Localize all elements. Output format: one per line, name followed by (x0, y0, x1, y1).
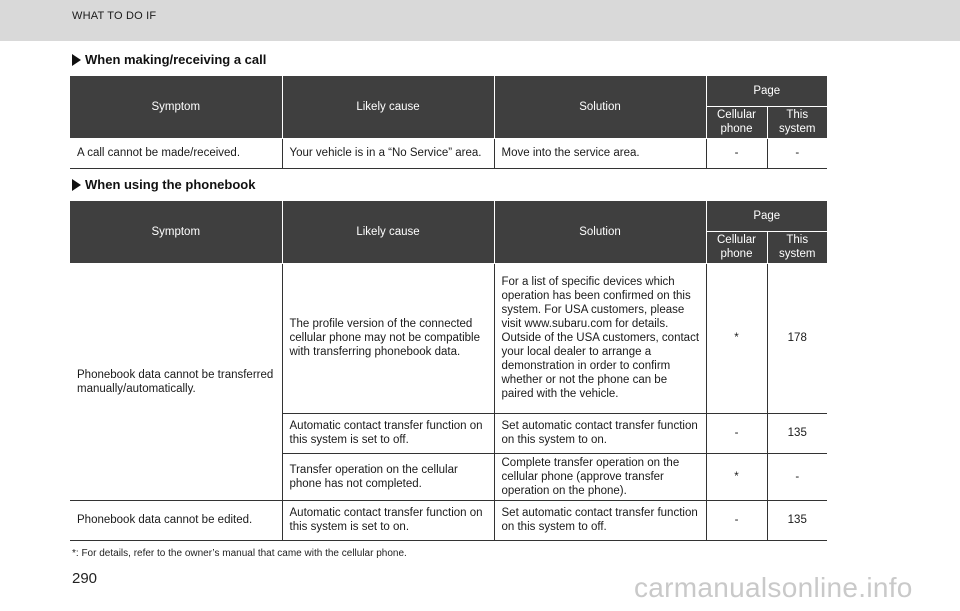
table-row (70, 500, 827, 540)
solution-cell: Set automatic contact transfer function on this system to on. (494, 413, 706, 453)
cause-cell: Automatic contact transfer function on this system is set to off. (282, 413, 494, 453)
cause-cell: The profile version of the connected cellular phone may not be compatible with transferring phonebook data. (282, 263, 494, 413)
watermark: carmanualsonline.info (634, 572, 913, 603)
col-header-page: Page (706, 76, 827, 106)
col-header-solution: Solution (494, 201, 706, 263)
triangle-bullet-icon (72, 54, 81, 66)
symptom-cell: A call cannot be made/received. (70, 138, 282, 168)
phonebook-troubleshooting-table (70, 201, 827, 541)
solution-cell: Complete transfer operation on the cellular phone (approve transfer operation on the phone). (494, 453, 706, 500)
col-header-this-system: This system (767, 231, 827, 263)
system-page-cell: 178 (767, 263, 827, 413)
cellular-page-cell: - (706, 500, 767, 540)
system-page-cell: 135 (767, 413, 827, 453)
col-header-solution: Solution (494, 76, 706, 138)
col-header-symptom: Symptom (70, 76, 282, 138)
system-page-cell: - (767, 453, 827, 500)
cause-cell: Automatic contact transfer function on this system is set to on. (282, 500, 494, 540)
call-troubleshooting-table (70, 76, 827, 169)
cellular-page-cell: - (706, 413, 767, 453)
table-row (70, 138, 827, 168)
col-header-cellular-phone: Cellular phone (706, 231, 767, 263)
section-heading-call-text: When making/receiving a call (85, 52, 267, 67)
section-heading-call (72, 52, 266, 67)
footnote: *: For details, refer to the owner’s manual that came with the cellular phone. (72, 548, 407, 559)
system-page-cell: - (767, 138, 827, 168)
solution-cell: Move into the service area. (494, 138, 706, 168)
col-header-symptom: Symptom (70, 201, 282, 263)
cellular-page-cell: - (706, 138, 767, 168)
cause-cell: Your vehicle is in a “No Service” area. (282, 138, 494, 168)
page-number: 290 (72, 570, 98, 587)
solution-cell: For a list of specific devices which operation has been confirmed on this system. For USA customers, please visit www.subaru.com for details. Outside of the USA customers, contact your local dealer to arrange a demonstration in order to confirm whether or not the phone can be paired with the vehicle. (494, 263, 706, 413)
col-header-this-system: This system (767, 106, 827, 138)
col-header-page: Page (706, 201, 827, 231)
cellular-page-cell: * (706, 263, 767, 413)
col-header-likely-cause: Likely cause (282, 76, 494, 138)
cellular-page-cell: * (706, 453, 767, 500)
table-row (70, 263, 827, 413)
section-heading-phonebook (72, 177, 255, 192)
symptom-cell: Phonebook data cannot be edited. (70, 500, 282, 540)
section-heading-phonebook-text: When using the phonebook (85, 177, 256, 192)
col-header-cellular-phone: Cellular phone (706, 106, 767, 138)
solution-cell: Set automatic contact transfer function on this system to off. (494, 500, 706, 540)
cause-cell: Transfer operation on the cellular phone has not completed. (282, 453, 494, 500)
symptom-cell: Phonebook data cannot be transferred manually/automatically. (70, 263, 282, 500)
system-page-cell: 135 (767, 500, 827, 540)
triangle-bullet-icon (72, 179, 81, 191)
col-header-likely-cause: Likely cause (282, 201, 494, 263)
page-header-title: WHAT TO DO IF (72, 10, 157, 22)
